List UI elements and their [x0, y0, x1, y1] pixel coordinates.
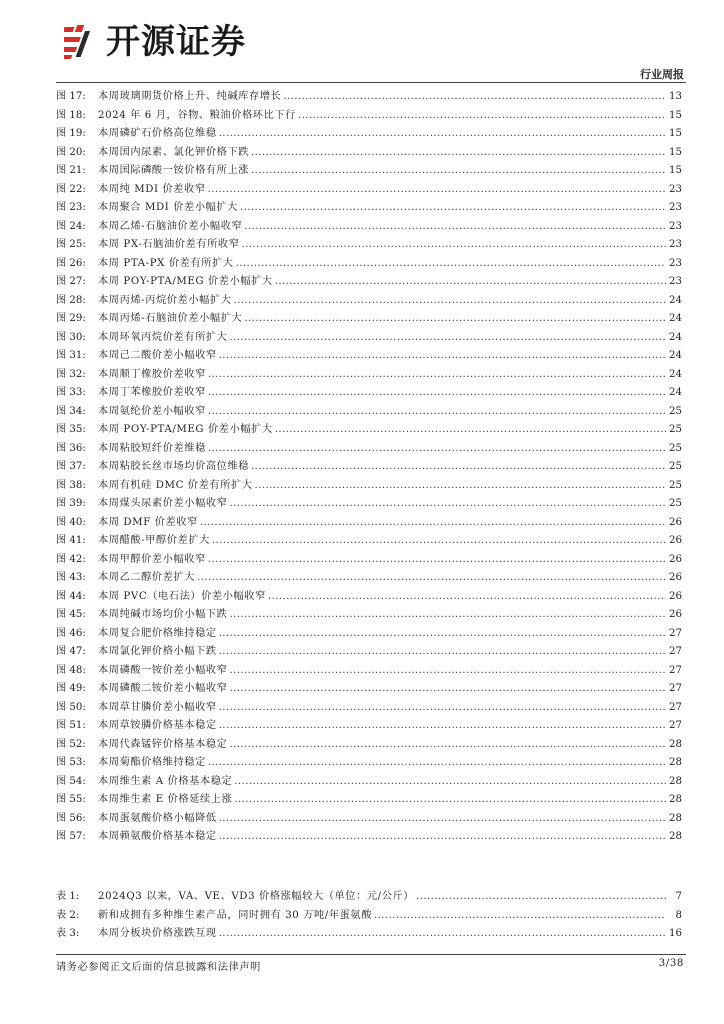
figure-entry[interactable]	[56, 699, 682, 718]
dot-leader	[208, 181, 666, 200]
entry-page: 28	[669, 812, 682, 824]
dot-leader	[219, 125, 666, 144]
entry-title: 本周乙二醇价差扩大	[98, 572, 196, 583]
dot-leader	[283, 88, 666, 107]
dot-leader	[275, 273, 666, 292]
entry-label: 图 35:	[56, 424, 86, 435]
logo-mark-icon	[64, 23, 100, 61]
dot-leader	[219, 925, 666, 944]
figure-entry[interactable]	[56, 292, 682, 311]
entry-title: 本周国际磷酸一铵价格有所上涨	[98, 165, 250, 176]
entry-page: 27	[669, 646, 682, 657]
entry-label: 图 17:	[56, 91, 86, 102]
entry-label: 图 45:	[56, 609, 86, 620]
entry-title: 本周有机硅 DMC 价差有所扩大	[98, 479, 253, 491]
entry-label: 图 57:	[56, 831, 86, 842]
figure-entry[interactable]	[56, 625, 682, 644]
figure-entry[interactable]	[56, 514, 682, 533]
figure-entry[interactable]	[56, 810, 682, 829]
entry-label: 图 38:	[56, 479, 86, 491]
entry-title: 本周丙烯-丙烷价差小幅扩大	[98, 294, 232, 306]
entry-title: 本周 POY-PTA/MEG 价差小幅扩大	[98, 276, 273, 287]
entry-title: 本周顺丁橡胶价差收窄	[98, 368, 206, 380]
figure-entry[interactable]	[56, 347, 682, 366]
dot-leader	[229, 606, 666, 625]
entry-label: 图 27:	[56, 276, 86, 287]
dot-leader	[229, 495, 666, 514]
entry-page: 26	[669, 553, 682, 565]
entry-page: 23	[669, 202, 682, 213]
dot-leader	[244, 310, 666, 329]
figure-entry[interactable]	[56, 255, 682, 274]
entry-title: 2024Q3 以来，VA、VE、VD3 价格涨幅较大（单位：元/公斤）	[98, 891, 415, 902]
figure-entry[interactable]	[56, 125, 682, 144]
entry-page: 27	[669, 701, 682, 713]
dot-leader	[298, 107, 666, 126]
entry-title: 本周氯化钾价格小幅下跌	[98, 646, 217, 657]
figure-entry[interactable]	[56, 218, 682, 237]
dot-leader	[208, 440, 666, 459]
entry-page: 28	[669, 738, 682, 750]
figure-entry[interactable]	[56, 754, 682, 773]
entry-label: 图 47:	[56, 646, 86, 657]
figure-entry[interactable]	[56, 88, 682, 107]
entry-label: 图 19:	[56, 128, 86, 139]
entry-title: 本周粘胶长丝市场均价高位维稳	[98, 461, 250, 472]
figure-entry[interactable]	[56, 310, 682, 329]
figure-entry[interactable]	[56, 162, 682, 181]
entry-page: 23	[669, 239, 682, 250]
entry-label: 图 49:	[56, 683, 86, 694]
dot-leader	[219, 643, 666, 662]
entry-page: 16	[669, 928, 682, 939]
dot-leader	[244, 218, 666, 237]
entry-page: 24	[669, 294, 682, 306]
figure-entry[interactable]	[56, 144, 682, 163]
dot-leader	[229, 736, 666, 755]
entry-title: 本周乙烯-石脑油价差小幅收窄	[98, 220, 243, 232]
entry-label: 图 46:	[56, 627, 86, 639]
entry-label: 图 37:	[56, 461, 86, 472]
figure-entry[interactable]	[56, 477, 682, 496]
entry-title: 本周磷酸二铵价差小幅收窄	[98, 683, 228, 694]
entry-title: 本周国内尿素、氯化钾价格下跌	[98, 146, 250, 158]
figure-entry[interactable]	[56, 532, 682, 551]
figure-entry[interactable]	[56, 273, 682, 292]
dot-leader	[240, 199, 666, 218]
entry-title: 本周醋酸-甲醇价差扩大	[98, 535, 210, 546]
entry-title: 本周粘胶短纤价差维稳	[98, 442, 206, 454]
entry-title: 本周丁苯橡胶价差收窄	[98, 387, 206, 398]
entry-page: 24	[669, 387, 682, 398]
entry-title: 本周 PTA-PX 价差有所扩大	[98, 257, 234, 269]
entry-label: 图 52:	[56, 738, 86, 750]
entry-title: 新和成拥有多种维生素产品，同时拥有 30 万吨/年蛋氨酸	[98, 909, 372, 921]
entry-page: 23	[669, 257, 682, 269]
entry-label: 图 33:	[56, 387, 86, 398]
entry-title: 本周玻璃期货价格上升、纯碱库存增长	[98, 91, 282, 102]
dot-leader	[268, 588, 666, 607]
table-list	[56, 888, 682, 944]
dot-leader	[200, 514, 666, 533]
entry-page: 24	[669, 350, 682, 361]
entry-page: 15	[669, 128, 682, 139]
entry-title: 本周纯 MDI 价差收窄	[98, 183, 206, 195]
figure-entry[interactable]	[56, 495, 682, 514]
entry-label: 图 21:	[56, 165, 86, 176]
entry-title: 本周 PX-石脑油价差有所收窄	[98, 239, 240, 250]
figure-entry[interactable]	[56, 366, 682, 385]
dot-leader	[234, 791, 666, 810]
dot-leader	[208, 366, 666, 385]
table-entry[interactable]	[56, 907, 682, 926]
entry-title: 本周纯碱市场均价小幅下跌	[98, 609, 228, 620]
entry-page: 26	[669, 535, 682, 546]
figure-entry[interactable]	[56, 680, 682, 699]
entry-page: 15	[669, 165, 682, 176]
dot-leader	[229, 329, 666, 348]
entry-page: 27	[669, 683, 682, 694]
figure-entry[interactable]	[56, 643, 682, 662]
entry-title: 本周 DMF 价差收窄	[98, 516, 198, 528]
entry-label: 图 34:	[56, 405, 86, 417]
entry-label: 图 31:	[56, 350, 86, 361]
entry-page: 26	[669, 516, 682, 528]
table-entry[interactable]	[56, 888, 682, 907]
dot-leader	[275, 421, 666, 440]
entry-page: 27	[669, 627, 682, 639]
figure-entry[interactable]	[56, 662, 682, 681]
figure-entry[interactable]	[56, 458, 682, 477]
entry-label: 图 26:	[56, 257, 86, 269]
entry-title: 本周分板块价格涨跌互现	[98, 928, 217, 939]
entry-title: 本周己二酸价差小幅收窄	[98, 350, 217, 361]
dot-leader	[251, 458, 666, 477]
entry-title: 本周环氧丙烷价差有所扩大	[98, 331, 228, 343]
figure-entry[interactable]	[56, 236, 682, 255]
page-header	[56, 0, 686, 84]
entry-label: 图 30:	[56, 331, 86, 343]
figure-entry[interactable]	[56, 403, 682, 422]
entry-page: 26	[669, 572, 682, 583]
entry-page: 23	[669, 276, 682, 287]
entry-label: 表 1:	[56, 891, 80, 902]
entry-title: 本周甲醇价差小幅收窄	[98, 553, 206, 565]
report-type: 行业周报	[640, 68, 684, 81]
entry-title: 本周赖氨酸价格基本稳定	[98, 831, 217, 842]
entry-title: 本周煤头尿素价差小幅收窄	[98, 498, 228, 509]
dot-leader	[208, 754, 666, 773]
entry-page: 15	[669, 146, 682, 158]
figure-entry[interactable]	[56, 199, 682, 218]
entry-label: 图 23:	[56, 202, 86, 213]
entry-label: 图 55:	[56, 794, 86, 805]
entry-page: 27	[669, 664, 682, 676]
entry-page: 24	[669, 331, 682, 343]
figure-entry[interactable]	[56, 421, 682, 440]
entry-page: 23	[669, 183, 682, 195]
entry-title: 本周磷酸一铵价差小幅收窄	[98, 664, 228, 676]
entry-title: 本周蛋氨酸价格小幅降低	[98, 812, 217, 824]
entry-page: 28	[669, 794, 682, 805]
entry-label: 图 43:	[56, 572, 86, 583]
entry-page: 25	[669, 424, 682, 435]
brand-name: 开源证券	[106, 22, 246, 62]
entry-page: 25	[669, 442, 682, 454]
entry-page: 28	[669, 757, 682, 768]
entry-page: 28	[669, 831, 682, 842]
entry-label: 图 42:	[56, 553, 86, 565]
dot-leader	[251, 162, 666, 181]
entry-title: 本周氨纶价差小幅收窄	[98, 405, 206, 417]
dot-leader	[251, 144, 666, 163]
entry-page: 23	[669, 220, 682, 232]
figure-entry[interactable]	[56, 181, 682, 200]
entry-page: 24	[669, 313, 682, 324]
dot-leader	[219, 625, 666, 644]
entry-page: 26	[669, 609, 682, 620]
dot-leader	[219, 810, 666, 829]
entry-page: 24	[669, 368, 682, 380]
dot-leader	[234, 292, 667, 311]
entry-title: 本周聚合 MDI 价差小幅扩大	[98, 202, 238, 213]
figure-entry[interactable]	[56, 440, 682, 459]
entry-label: 图 51:	[56, 720, 86, 731]
entry-page: 7	[675, 891, 682, 902]
dot-leader	[234, 773, 666, 792]
entry-title: 本周复合肥价格维持稳定	[98, 627, 217, 639]
entry-title: 本周代森锰锌价格基本稳定	[98, 738, 228, 750]
figure-list	[56, 88, 682, 847]
figure-entry[interactable]	[56, 588, 682, 607]
table-entry[interactable]	[56, 925, 682, 944]
entry-label: 图 36:	[56, 442, 86, 454]
dot-leader	[229, 662, 666, 681]
figure-entry[interactable]	[56, 606, 682, 625]
entry-page: 28	[669, 775, 682, 787]
entry-title: 本周 POY-PTA/MEG 价差小幅扩大	[98, 424, 273, 435]
footer-divider	[56, 954, 686, 955]
entry-label: 图 56:	[56, 812, 86, 824]
entry-label: 表 3:	[56, 928, 80, 939]
entry-title: 本周菊酯价格维持稳定	[98, 757, 206, 768]
entry-label: 图 41:	[56, 535, 86, 546]
dot-leader	[208, 403, 666, 422]
dot-leader	[255, 477, 666, 496]
entry-title: 本周维生素 E 价格延续上涨	[98, 794, 233, 805]
entry-label: 图 50:	[56, 701, 86, 713]
entry-label: 图 40:	[56, 516, 86, 528]
entry-page: 25	[669, 498, 682, 509]
figure-entry[interactable]	[56, 569, 682, 588]
dot-leader	[208, 384, 666, 403]
entry-page: 27	[669, 720, 682, 731]
figure-entry[interactable]	[56, 773, 682, 792]
entry-label: 图 53:	[56, 757, 86, 768]
figure-entry[interactable]	[56, 384, 682, 403]
entry-label: 表 2:	[56, 909, 80, 921]
header-divider	[56, 82, 686, 83]
entry-label: 图 24:	[56, 220, 86, 232]
entry-label: 图 39:	[56, 498, 86, 509]
entry-label: 图 48:	[56, 664, 86, 676]
entry-page: 8	[675, 909, 682, 921]
entry-page: 25	[669, 405, 682, 417]
page-number: 3/38	[658, 958, 684, 969]
entry-title: 本周草甘膦价差小幅收窄	[98, 701, 217, 713]
entry-page: 25	[669, 479, 682, 491]
dot-leader	[208, 551, 666, 570]
dot-leader	[219, 717, 666, 736]
dot-leader	[229, 680, 666, 699]
dot-leader	[197, 569, 666, 588]
dot-leader	[236, 255, 666, 274]
entry-label: 图 20:	[56, 146, 86, 158]
entry-title: 本周磷矿石价格高位维稳	[98, 128, 217, 139]
entry-label: 图 44:	[56, 590, 86, 602]
entry-label: 图 22:	[56, 183, 86, 195]
figure-entry[interactable]	[56, 329, 682, 348]
dot-leader	[219, 347, 666, 366]
entry-title: 本周维生素 A 价格基本稳定	[98, 775, 233, 787]
entry-title: 本周 PVC（电石法）价差小幅收窄	[98, 590, 266, 602]
figure-entry[interactable]	[56, 551, 682, 570]
entry-label: 图 28:	[56, 294, 86, 306]
entry-title: 本周草铵膦价格基本稳定	[98, 720, 217, 731]
figure-entry[interactable]	[56, 736, 682, 755]
dot-leader	[219, 828, 666, 847]
entry-title: 2024 年 6 月，谷物、粮油价格环比下行	[98, 109, 296, 121]
entry-label: 图 54:	[56, 775, 86, 787]
figure-entry[interactable]	[56, 107, 682, 126]
dot-leader	[374, 907, 666, 926]
figure-entry[interactable]	[56, 791, 682, 810]
entry-title: 本周丙烯-石脑油价差小幅扩大	[98, 313, 243, 324]
dot-leader	[219, 699, 666, 718]
entry-page: 13	[669, 91, 682, 102]
dot-leader	[416, 888, 666, 907]
entry-label: 图 29:	[56, 313, 86, 324]
entry-page: 25	[669, 461, 682, 472]
company-logo	[64, 22, 246, 62]
entry-label: 图 25:	[56, 239, 86, 250]
dot-leader	[242, 236, 667, 255]
entry-page: 26	[669, 590, 682, 602]
dot-leader	[212, 532, 666, 551]
entry-label: 图 18:	[56, 109, 86, 121]
entry-page: 15	[669, 109, 682, 121]
disclaimer: 请务必参阅正文后面的信息披露和法律声明	[56, 962, 261, 973]
figure-entry[interactable]	[56, 828, 682, 847]
figure-entry[interactable]	[56, 717, 682, 736]
entry-label: 图 32:	[56, 368, 86, 380]
